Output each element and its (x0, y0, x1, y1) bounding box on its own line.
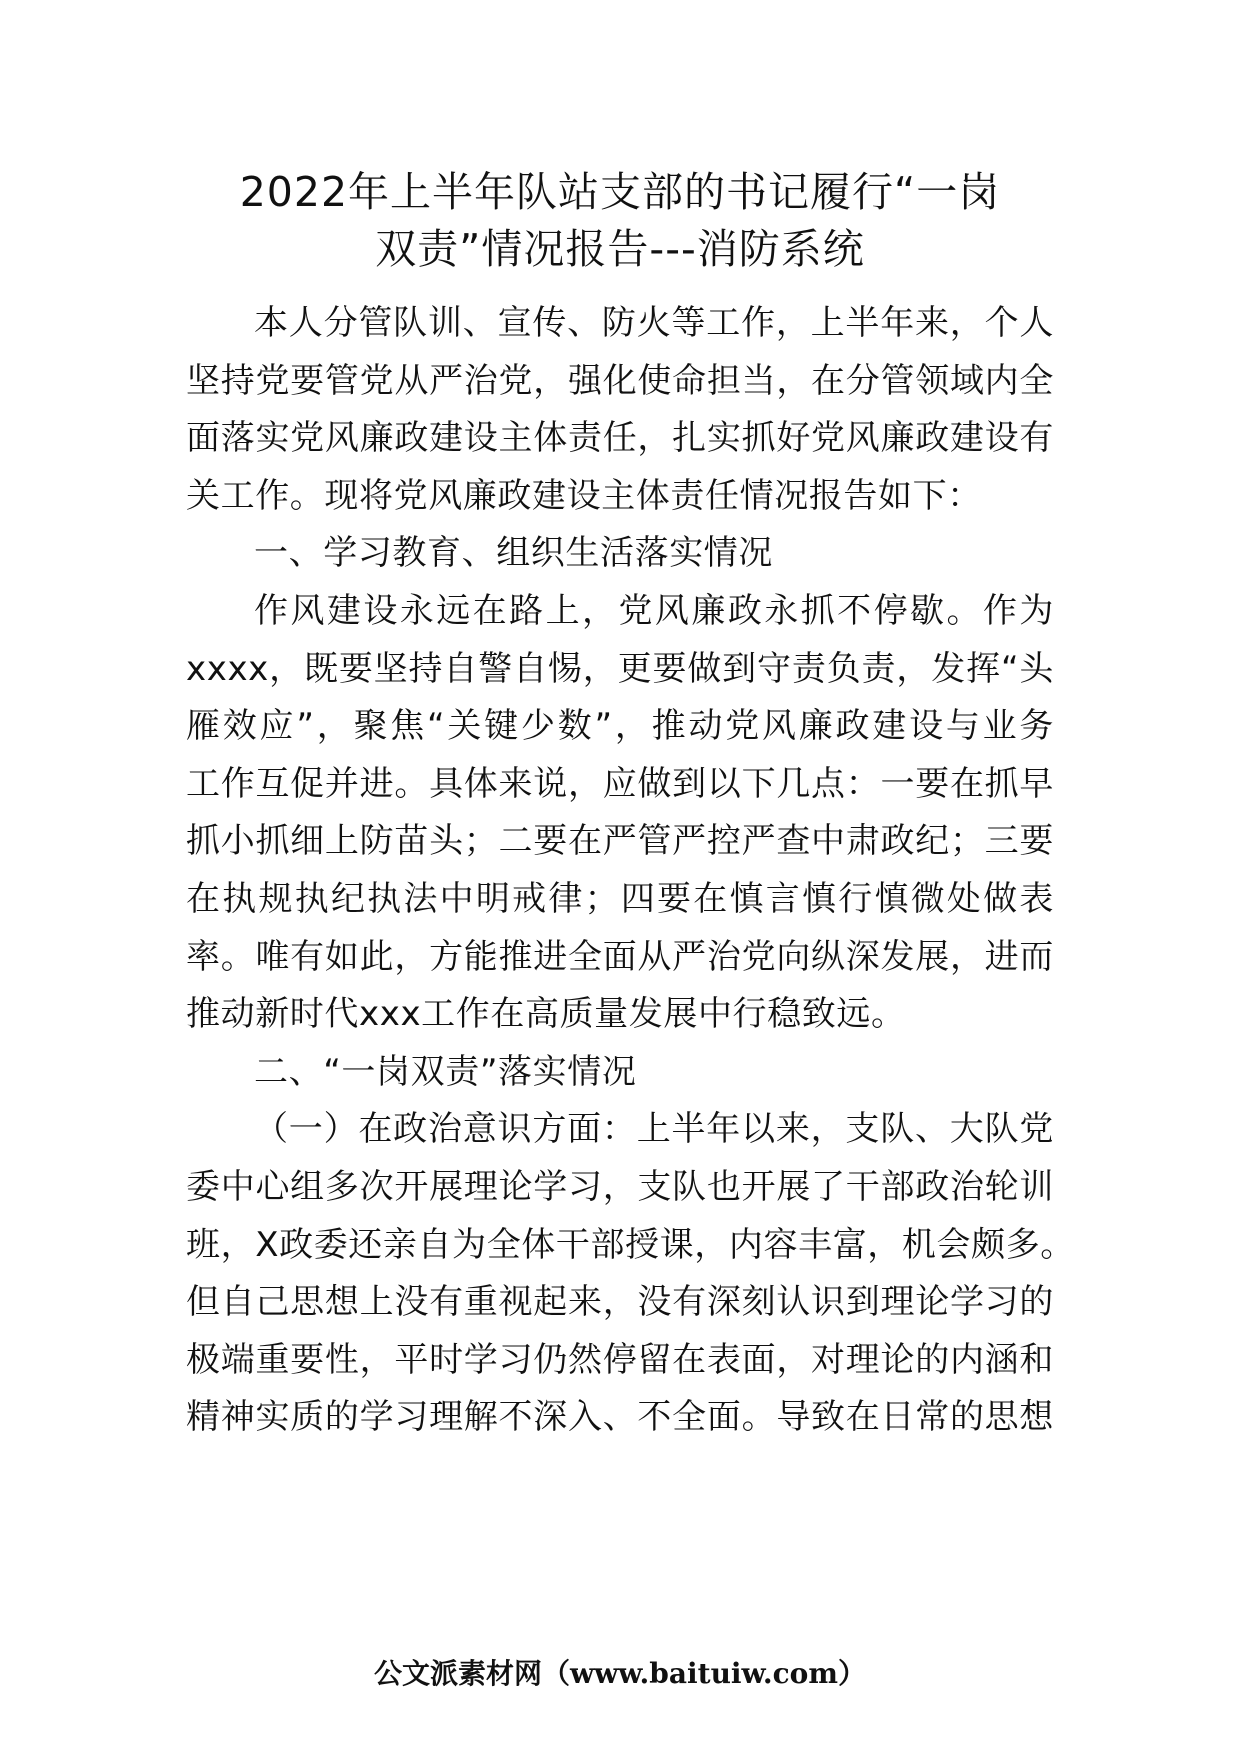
body-line: 面落实党风廉政建设主体责任，扎实抓好党风廉政建设有 (186, 418, 1054, 459)
body-line: 本人分管队训、宣传、防火等工作，上半年来，个人 (254, 303, 1054, 343)
body-line: 委中心组多次开展理论学习，支队也开展了干部政治轮训 (186, 1166, 1054, 1207)
section-heading-2: 二、“一岗双责”落实情况 (254, 1051, 637, 1092)
body-line: 班，X政委还亲自为全体干部授课，内容丰富，机会颇多。 (186, 1224, 1075, 1265)
body-line: 但自己思想上没有重视起来，没有深刻认识到理论学习的 (186, 1282, 1054, 1323)
document-body (186, 295, 1075, 1447)
body-line: 工作互促并进。具体来说，应做到以下几点：一要在抓早 (186, 763, 1054, 804)
body-line: （一）在政治意识方面：上半年以来，支队、大队党 (254, 1109, 1054, 1150)
title-line-1: 2022年上半年队站支部的书记履行“一岗 (239, 168, 1001, 216)
body-line: 雁效应”，聚焦“关键少数”，推动党风廉政建设与业务 (186, 706, 1054, 747)
footer-watermark: 公文派素材网（www.baituiw.com） (374, 1657, 866, 1690)
body-line: 极端重要性，平时学习仍然停留在表面，对理论的内涵和 (186, 1339, 1054, 1380)
body-line: 精神实质的学习理解不深入、不全面。导致在日常的思想 (186, 1397, 1054, 1438)
document-title (180, 164, 1060, 278)
body-line: 推动新时代xxx工作在高质量发展中行稳致远。 (186, 994, 906, 1035)
title-line-2: 双责”情况报告---消防系统 (375, 225, 865, 273)
body-line: 率。唯有如此，方能推进全面从严治党向纵深发展，进而 (186, 936, 1054, 977)
body-line: xxxx，既要坚持自警自惕，更要做到守责负责，发挥“头 (186, 648, 1054, 689)
body-line: 关工作。现将党风廉政建设主体责任情况报告如下： (186, 475, 982, 516)
body-line: 坚持党要管党从严治党，强化使命担当，在分管领域内全 (186, 360, 1054, 401)
body-line: 作风建设永远在路上，党风廉政永抓不停歇。作为 (254, 590, 1054, 631)
body-line: 在执规执纪执法中明戒律；四要在慎言慎行慎微处做表 (186, 878, 1054, 919)
body-line: 抓小抓细上防苗头；二要在严管严控严查中肃政纪；三要 (186, 821, 1054, 862)
section-heading-1: 一、学习教育、组织生活落实情况 (254, 533, 773, 574)
